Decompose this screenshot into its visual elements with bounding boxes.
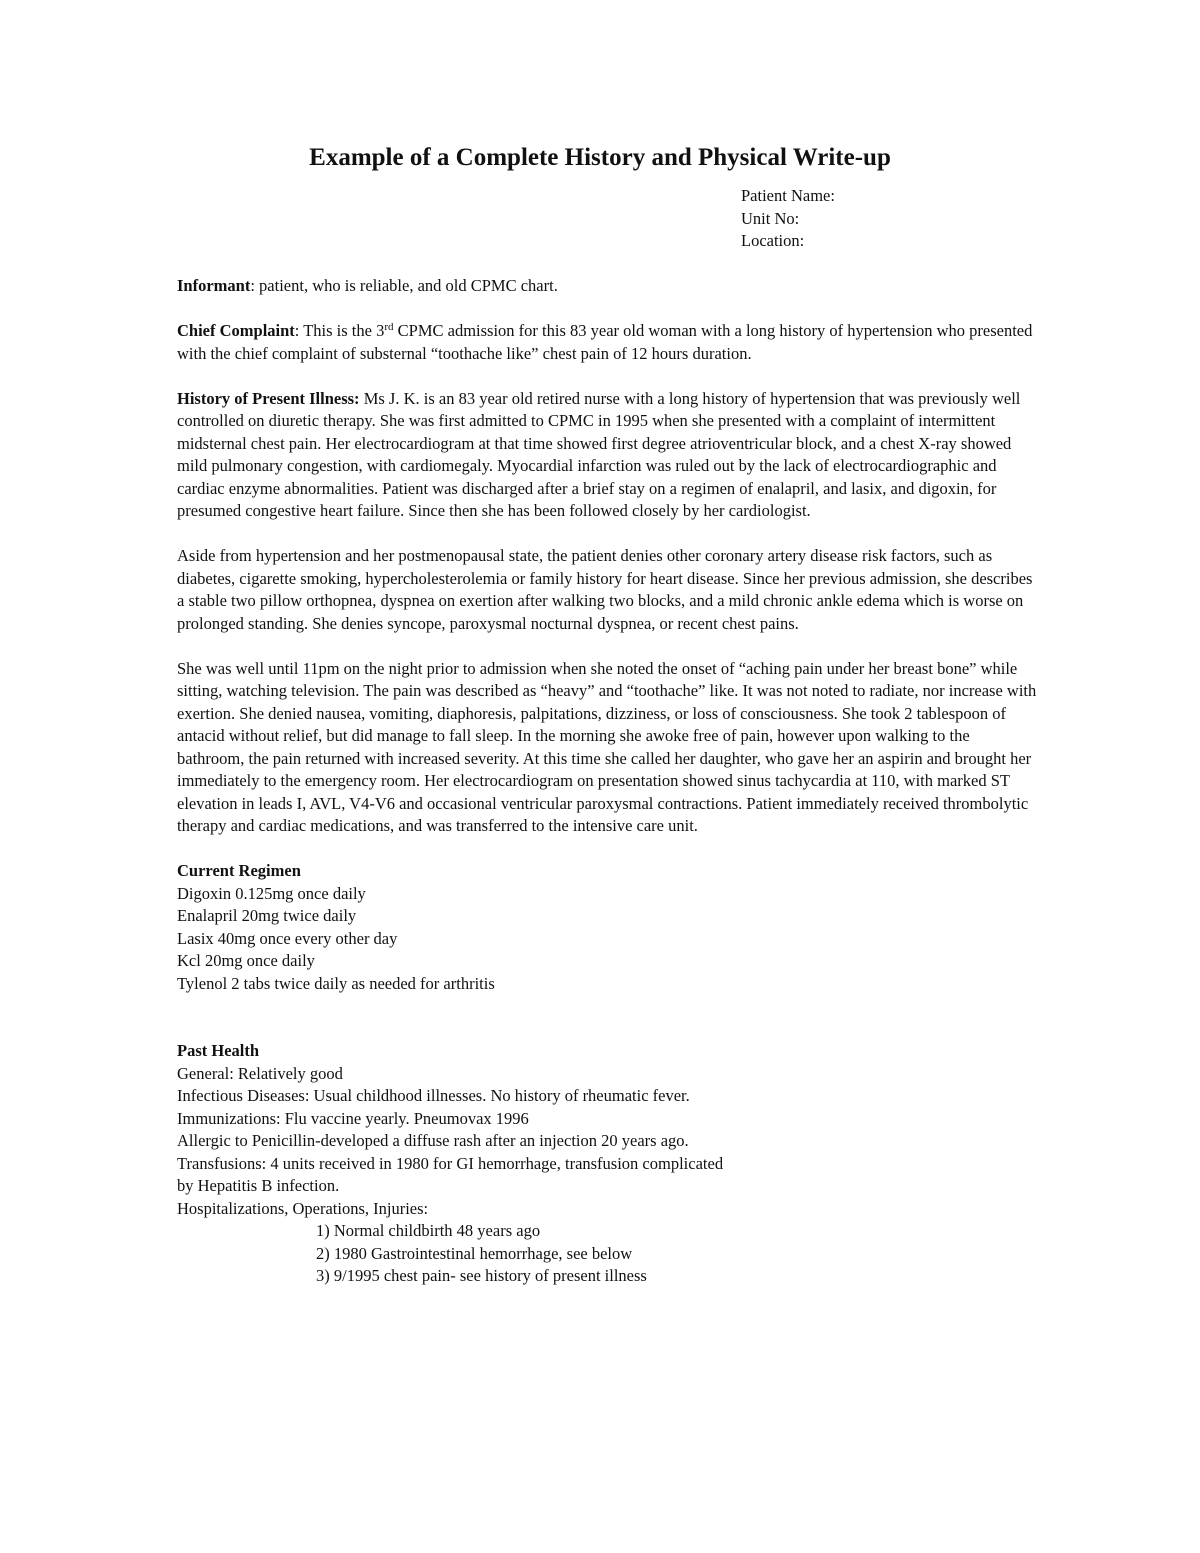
regimen-item: Tylenol 2 tabs twice daily as needed for arthritis xyxy=(177,973,495,993)
informant-paragraph xyxy=(177,275,1037,298)
regimen-item: Enalapril 20mg twice daily xyxy=(177,906,357,925)
document-title: Example of a Complete History and Physical Write-up xyxy=(309,144,891,171)
past-health-line: Immunizations: Flu vaccine yearly. Pneumovax 1996 xyxy=(177,1108,529,1128)
chief-complaint-superscript: rd xyxy=(384,321,394,333)
chief-complaint-text-before: : This is the 3 xyxy=(294,321,385,340)
past-health-section xyxy=(177,1040,1037,1288)
regimen-item: Digoxin 0.125mg once daily xyxy=(177,883,366,903)
current-regimen-heading: Current Regimen xyxy=(177,861,301,880)
patient-info-block xyxy=(741,185,835,253)
chief-complaint-text-after: CPMC admission for this 83 year old woman with a long history of hypertension who presented with the chief complaint of substernal “toothache like” chest pain of 12 hours duration. xyxy=(177,321,1033,363)
past-health-line: General: Relatively good xyxy=(177,1063,343,1083)
past-health-line: Hospitalizations, Operations, Injuries: xyxy=(177,1198,429,1218)
location-label: Location: xyxy=(741,231,805,250)
hospitalization-item: 2) 1980 Gastrointestinal hemorrhage, see below xyxy=(316,1243,633,1263)
past-health-line: Allergic to Penicillin-developed a diffuse rash after an injection 20 years ago. xyxy=(177,1131,689,1150)
past-health-heading: Past Health xyxy=(177,1041,260,1060)
hpi-paragraph-2: Aside from hypertension and her postmenopausal state, the patient denies other coronary artery disease risk factors, such as diabetes, cigarette smoking, hypercholesterolemia or family history for heart disease. Since her previous admission, she describes a stable two pillow orthopnea, dyspnea on exertion after walking two blocks, and a mild chronic ankle edema which is worse on prolonged standing. She denies syncope, paroxysmal nocturnal dyspnea, or recent chest pains. xyxy=(177,546,1033,633)
patient-name-label: Patient Name: xyxy=(741,186,835,205)
hpi-label: History of Present Illness: xyxy=(177,388,360,408)
current-regimen-section xyxy=(177,860,1037,995)
regimen-item: Lasix 40mg once every other day xyxy=(177,928,398,948)
hpi-paragraph-3: She was well until 11pm on the night prior to admission when she noted the onset of “aching pain under her breast bone” while sitting, watching television. The pain was described as “heavy” and “toothache” like. It was not noted to radiate, nor increase with exertion. She denied nausea, vomiting, diaphoresis, palpitations, dizziness, or loss of consciousness. She took 2 tablespoon of antacid without relief, but did manage to fall sleep. In the morning she awoke free of pain, however upon walking to the bathroom, the pain returned with increased severity. At this time she called her daughter, who gave her an aspirin and brought her immediately to the emergency room. Her electrocardiogram on presentation showed sinus tachycardia at 110, with marked ST elevation in leads I, AVL, V4-V6 and occasional ventricular paroxysmal contractions. Patient immediately received thrombolytic therapy and cardiac medications, and was transferred to the intensive care unit. xyxy=(177,658,1037,835)
spacer xyxy=(177,1018,1037,1041)
informant-label: Informant xyxy=(177,276,251,295)
past-health-line: by Hepatitis B infection. xyxy=(177,1176,340,1195)
chief-complaint-paragraph xyxy=(177,320,1037,365)
spacer xyxy=(177,995,1037,1018)
hospitalization-item: 1) Normal childbirth 48 years ago xyxy=(316,1221,541,1240)
document-body xyxy=(177,275,1037,1288)
hpi-paragraph-1 xyxy=(177,388,1037,523)
hpi-text-1: Ms J. K. is an 83 year old retired nurse with a long history of hypertension that was previously well controlled on diuretic therapy. She was first admitted to CPMC in 1995 when she presented with a complaint of intermittent midsternal chest pain. Her electrocardiogram at that time showed first degree atrioventricular block, and a chest X-ray showed mild pulmonary congestion, with cardiomegaly. Myocardial infarction was ruled out by the lack of electrocardiographic and cardiac enzyme abnormalities. Patient was discharged after a brief stay on a regimen of enalapril, and lasix, and digoxin, for presumed congestive heart failure. Since then she has been followed closely by her cardiologist. xyxy=(177,388,1021,520)
regimen-item: Kcl 20mg once daily xyxy=(177,951,315,970)
past-health-line: Infectious Diseases: Usual childhood illnesses. No history of rheumatic fever. xyxy=(177,1086,690,1105)
chief-complaint-label: Chief Complaint xyxy=(177,321,295,340)
informant-text: : patient, who is reliable, and old CPMC chart. xyxy=(250,276,558,295)
hospitalization-item: 3) 9/1995 chest pain- see history of present illness xyxy=(316,1266,647,1285)
past-health-line: Transfusions: 4 units received in 1980 for GI hemorrhage, transfusion complicated xyxy=(177,1153,724,1173)
unit-number-label: Unit No: xyxy=(741,208,800,228)
